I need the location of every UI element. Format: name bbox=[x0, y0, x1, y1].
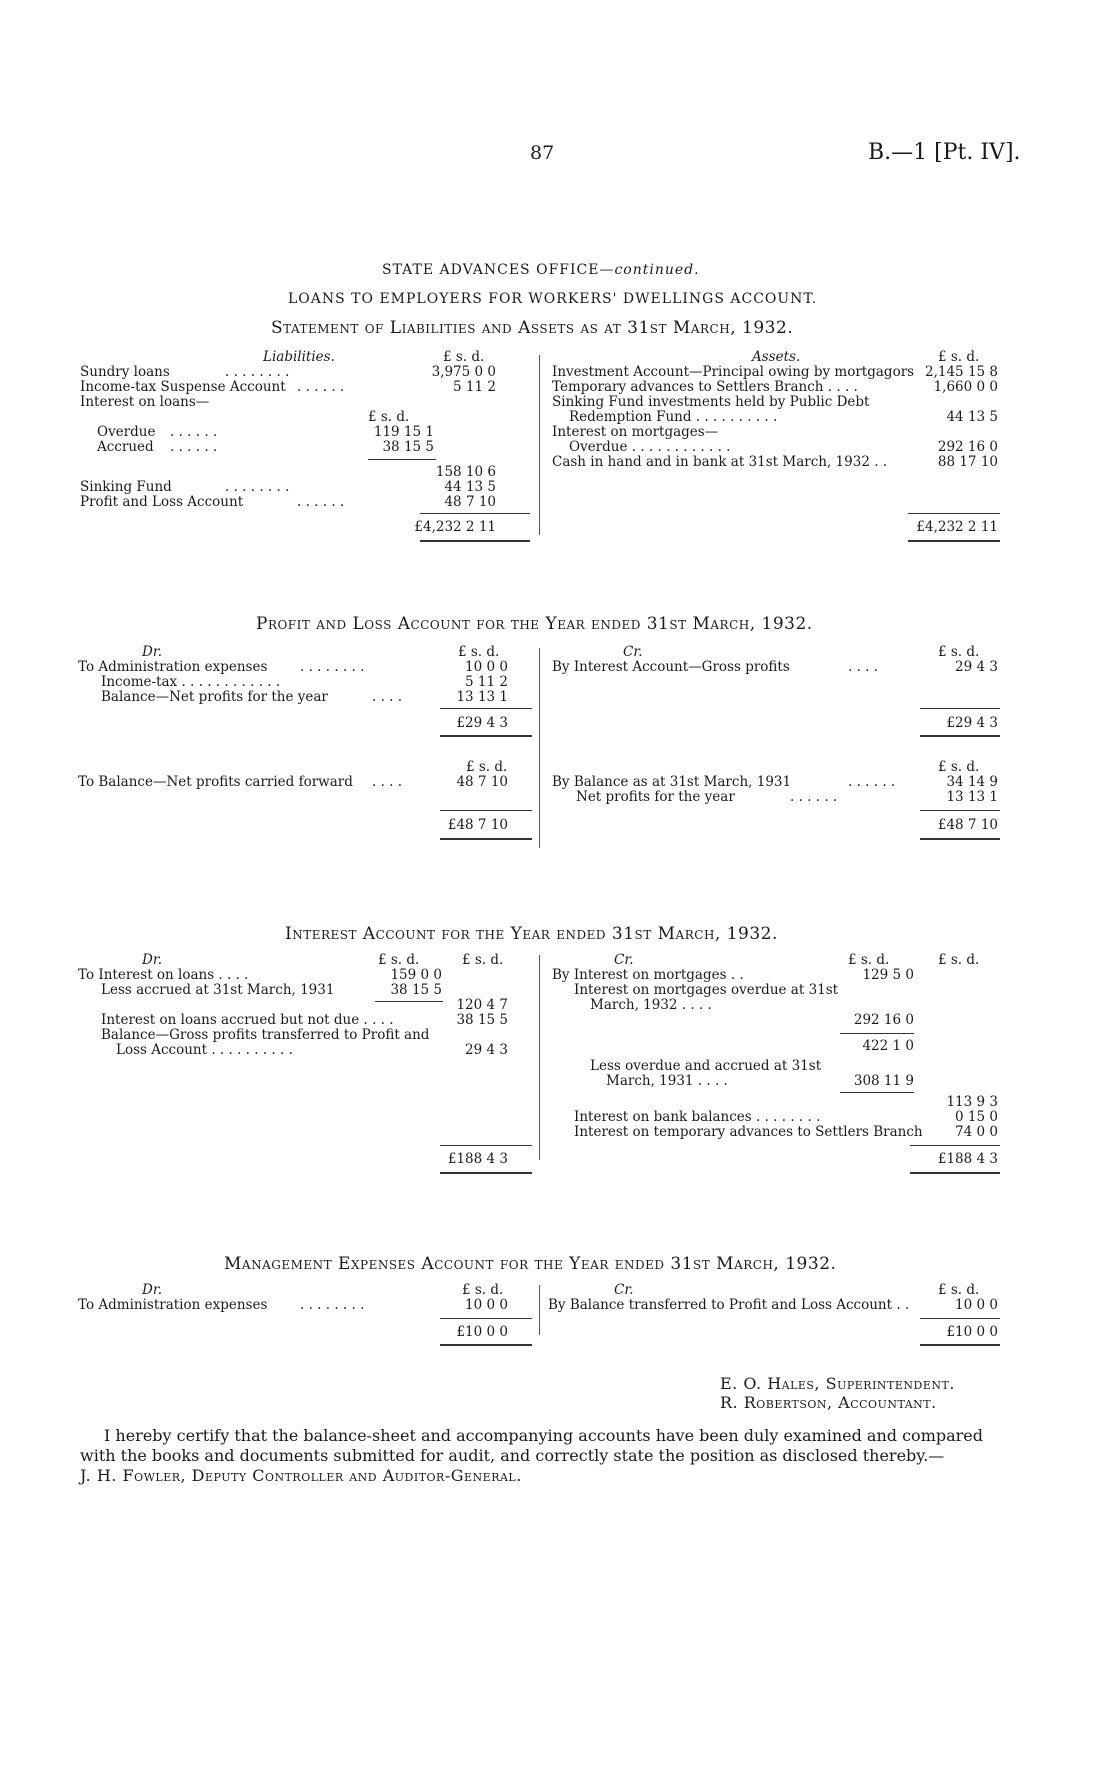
pl-total2-left: £48 7 10 bbox=[447, 817, 508, 833]
pl-total-right: £29 4 3 bbox=[946, 715, 998, 731]
credit-amount: 29 4 3 bbox=[955, 659, 998, 675]
credit-amount: 10 0 0 bbox=[955, 1297, 998, 1313]
asset-amount: 88 17 10 bbox=[937, 454, 998, 470]
double-rule bbox=[440, 1344, 532, 1346]
double-rule bbox=[920, 838, 1000, 840]
leader-dots: . . . . bbox=[372, 689, 403, 705]
credit-sub-amount: 308 11 9 bbox=[853, 1073, 914, 1089]
leader-dots: . . . . . . bbox=[170, 439, 218, 455]
asset-amount: 44 13 5 bbox=[946, 409, 998, 425]
debit-label: To Administration expenses bbox=[78, 659, 268, 675]
currency-header: £ s. d. bbox=[458, 644, 500, 660]
total-rule bbox=[908, 513, 1000, 514]
liability-label: Overdue bbox=[97, 424, 156, 440]
currency-header: £ s. d. bbox=[378, 952, 420, 968]
column-divider bbox=[539, 648, 540, 848]
debit-sub-amount: 159 0 0 bbox=[390, 967, 442, 983]
column-divider bbox=[539, 955, 540, 1160]
asset-label: Investment Account—Principal owing by mortgagors bbox=[552, 364, 915, 380]
leader-dots: . . . . . . . . bbox=[225, 364, 290, 380]
debit-amount: 10 0 0 bbox=[465, 1297, 508, 1313]
liability-amount: 158 10 6 bbox=[435, 464, 496, 480]
credit-label: By Interest Account—Gross profits bbox=[552, 659, 790, 675]
total-rule bbox=[440, 1145, 532, 1146]
credit-sub-amount: 129 5 0 bbox=[862, 967, 914, 983]
pl-title: Profit and Loss Account for the Year ended 31st March, 1932. bbox=[256, 614, 813, 634]
liability-label: Accrued bbox=[97, 439, 154, 455]
pl-total2-right: £48 7 10 bbox=[937, 817, 998, 833]
currency-header: £ s. d. bbox=[462, 1282, 504, 1298]
assets-total: £4,232 2 11 bbox=[916, 519, 998, 535]
leader-dots: . . . . . . bbox=[170, 424, 218, 440]
debit-label: To Administration expenses bbox=[78, 1297, 268, 1313]
double-rule bbox=[440, 838, 532, 840]
liability-label: Interest on loans— bbox=[80, 394, 210, 410]
cr-heading: Cr. bbox=[614, 1282, 634, 1298]
credit-label: Net profits for the year bbox=[576, 789, 735, 805]
leader-dots: . . . . . . bbox=[790, 789, 838, 805]
credit-sub-amount: 422 1 0 bbox=[862, 1038, 914, 1054]
currency-header: £ s. d. bbox=[938, 759, 980, 775]
total-rule bbox=[920, 708, 1000, 709]
debit-amount: 29 4 3 bbox=[465, 1042, 508, 1058]
credit-amount: 0 15 0 bbox=[955, 1109, 998, 1125]
asset-label: Cash in hand and in bank at 31st March, 1932 . . bbox=[552, 454, 888, 470]
debit-amount: 13 13 1 bbox=[456, 689, 508, 705]
total-rule bbox=[420, 513, 530, 514]
credit-amount: 34 14 9 bbox=[946, 774, 998, 790]
debit-label: Interest on loans accrued but not due . . . . bbox=[101, 1012, 394, 1028]
debit-amount: 120 4 7 bbox=[456, 997, 508, 1013]
total-rule bbox=[440, 708, 532, 709]
asset-amount: 292 16 0 bbox=[937, 439, 998, 455]
signature-superintendent: E. O. Hales, Superintendent. bbox=[720, 1374, 955, 1393]
dr-heading: Dr. bbox=[142, 952, 163, 968]
credit-sub-amount: 292 16 0 bbox=[853, 1012, 914, 1028]
asset-label: Temporary advances to Settlers Branch . . . . bbox=[552, 379, 858, 395]
double-rule bbox=[440, 1172, 532, 1174]
credit-label: By Balance transferred to Profit and Loss Account . . bbox=[548, 1297, 910, 1313]
sub-rule bbox=[375, 1001, 443, 1002]
liabilities-heading: Liabilities. bbox=[263, 349, 335, 365]
leader-dots: . . . . bbox=[848, 659, 879, 675]
interest-total-right: £188 4 3 bbox=[937, 1151, 998, 1167]
double-rule bbox=[440, 735, 532, 737]
credit-label: Interest on bank balances . . . . . . . . bbox=[574, 1109, 821, 1125]
leader-dots: . . . . bbox=[372, 774, 403, 790]
liability-label: Income-tax Suspense Account bbox=[80, 379, 286, 395]
currency-header: £ s. d. bbox=[938, 952, 980, 968]
currency-header: £ s. d. bbox=[443, 349, 485, 365]
signature-accountant: R. Robertson, Accountant. bbox=[720, 1393, 937, 1412]
credit-amount: 13 13 1 bbox=[946, 789, 998, 805]
office-title: STATE ADVANCES OFFICE—continued. bbox=[382, 262, 700, 278]
liability-label: Sinking Fund bbox=[80, 479, 172, 495]
pl-total-left: £29 4 3 bbox=[456, 715, 508, 731]
double-rule bbox=[920, 1344, 1000, 1346]
double-rule bbox=[420, 540, 530, 542]
leader-dots: . . . . . . . . bbox=[300, 1297, 365, 1313]
leader-dots: . . . . . . bbox=[848, 774, 896, 790]
asset-label: Overdue . . . . . . . . . . . . bbox=[569, 439, 731, 455]
credit-label: March, 1932 . . . . bbox=[590, 997, 712, 1013]
liability-amount: 44 13 5 bbox=[444, 479, 496, 495]
certificate-line: I hereby certify that the balance-sheet and accompanying accounts have been duly examined and compared bbox=[104, 1426, 983, 1445]
debit-amount: 5 11 2 bbox=[465, 674, 508, 690]
interest-title: Interest Account for the Year ended 31st March, 1932. bbox=[285, 924, 778, 944]
liability-sub-amount: 119 15 1 bbox=[373, 424, 434, 440]
document-reference: B.—1 [Pt. IV]. bbox=[868, 140, 1021, 165]
credit-label: Interest on temporary advances to Settlers Branch bbox=[574, 1124, 923, 1140]
certificate-line: with the books and documents submitted for audit, and correctly state the position as disclosed thereby.— bbox=[80, 1446, 945, 1465]
currency-header: £ s. d. bbox=[938, 644, 980, 660]
cr-heading: Cr. bbox=[623, 644, 643, 660]
double-rule bbox=[920, 735, 1000, 737]
double-rule bbox=[908, 540, 1000, 542]
sub-rule bbox=[840, 1092, 914, 1093]
liability-label: Profit and Loss Account bbox=[80, 494, 244, 510]
debit-label: Balance—Gross profits transferred to Profit and bbox=[101, 1027, 430, 1043]
currency-header: £ s. d. bbox=[848, 952, 890, 968]
total-rule bbox=[910, 1145, 1000, 1146]
liability-amount: 5 11 2 bbox=[453, 379, 496, 395]
account-title: LOANS TO EMPLOYERS FOR WORKERS' DWELLINGS ACCOUNT. bbox=[288, 291, 818, 307]
cr-heading: Cr. bbox=[614, 952, 634, 968]
credit-amount: 113 9 3 bbox=[946, 1094, 998, 1110]
certificate-signatory: J. H. Fowler, Deputy Controller and Auditor-General. bbox=[80, 1466, 522, 1485]
asset-amount: 2,145 15 8 bbox=[925, 364, 998, 380]
debit-label: Loss Account . . . . . . . . . . bbox=[116, 1042, 293, 1058]
debit-sub-amount: 38 15 5 bbox=[390, 982, 442, 998]
debit-amount: 10 0 0 bbox=[465, 659, 508, 675]
total-rule bbox=[440, 810, 532, 811]
column-divider bbox=[539, 1285, 540, 1335]
sub-rule bbox=[840, 1033, 914, 1034]
debit-amount: 48 7 10 bbox=[456, 774, 508, 790]
currency-header: £ s. d. bbox=[938, 1282, 980, 1298]
debit-label: To Interest on loans . . . . bbox=[78, 967, 249, 983]
liability-label: Sundry loans bbox=[80, 364, 170, 380]
credit-label: March, 1931 . . . . bbox=[606, 1073, 728, 1089]
asset-label: Interest on mortgages— bbox=[552, 424, 719, 440]
debit-label: Less accrued at 31st March, 1931 bbox=[101, 982, 335, 998]
asset-amount: 1,660 0 0 bbox=[933, 379, 998, 395]
currency-header: £ s. d. bbox=[466, 759, 508, 775]
dr-heading: Dr. bbox=[142, 1282, 163, 1298]
mgmt-total-right: £10 0 0 bbox=[946, 1324, 998, 1340]
debit-amount: 38 15 5 bbox=[456, 1012, 508, 1028]
debit-label: Balance—Net profits for the year bbox=[101, 689, 328, 705]
liability-amount: 3,975 0 0 bbox=[431, 364, 496, 380]
currency-header: £ s. d. bbox=[462, 952, 504, 968]
column-divider bbox=[539, 355, 540, 535]
mgmt-title: Management Expenses Account for the Year ended 31st March, 1932. bbox=[224, 1254, 837, 1274]
sub-currency-header: £ s. d. bbox=[368, 409, 410, 425]
leader-dots: . . . . . . bbox=[297, 494, 345, 510]
leader-dots: . . . . . . . . bbox=[300, 659, 365, 675]
dr-heading: Dr. bbox=[142, 644, 163, 660]
leader-dots: . . . . . . . . bbox=[225, 479, 290, 495]
total-rule bbox=[920, 810, 1000, 811]
total-rule bbox=[920, 1318, 1000, 1319]
debit-label: Income-tax . . . . . . . . . . . . bbox=[101, 674, 281, 690]
asset-label: Redemption Fund . . . . . . . . . . bbox=[569, 409, 778, 425]
liability-sub-amount: 38 15 5 bbox=[382, 439, 434, 455]
leader-dots: . . . . . . bbox=[297, 379, 345, 395]
credit-label: By Balance as at 31st March, 1931 bbox=[552, 774, 792, 790]
debit-label: To Balance—Net profits carried forward bbox=[78, 774, 353, 790]
credit-label: By Interest on mortgages . . bbox=[552, 967, 744, 983]
page-number: 87 bbox=[530, 142, 555, 164]
sub-rule bbox=[368, 459, 436, 460]
credit-label: Interest on mortgages overdue at 31st bbox=[574, 982, 839, 998]
liabilities-total: £4,232 2 11 bbox=[414, 519, 496, 535]
mgmt-total-left: £10 0 0 bbox=[456, 1324, 508, 1340]
balance-sheet-title: Statement of Liabilities and Assets as at 31st March, 1932. bbox=[271, 318, 794, 338]
credit-label: Less overdue and accrued at 31st bbox=[590, 1058, 822, 1074]
asset-label: Sinking Fund investments held by Public Debt bbox=[552, 394, 870, 410]
total-rule bbox=[440, 1318, 532, 1319]
assets-heading: Assets. bbox=[752, 349, 801, 365]
double-rule bbox=[910, 1172, 1000, 1174]
interest-total-left: £188 4 3 bbox=[447, 1151, 508, 1167]
liability-amount: 48 7 10 bbox=[444, 494, 496, 510]
credit-amount: 74 0 0 bbox=[955, 1124, 998, 1140]
assets-currency-header: £ s. d. bbox=[938, 349, 980, 365]
